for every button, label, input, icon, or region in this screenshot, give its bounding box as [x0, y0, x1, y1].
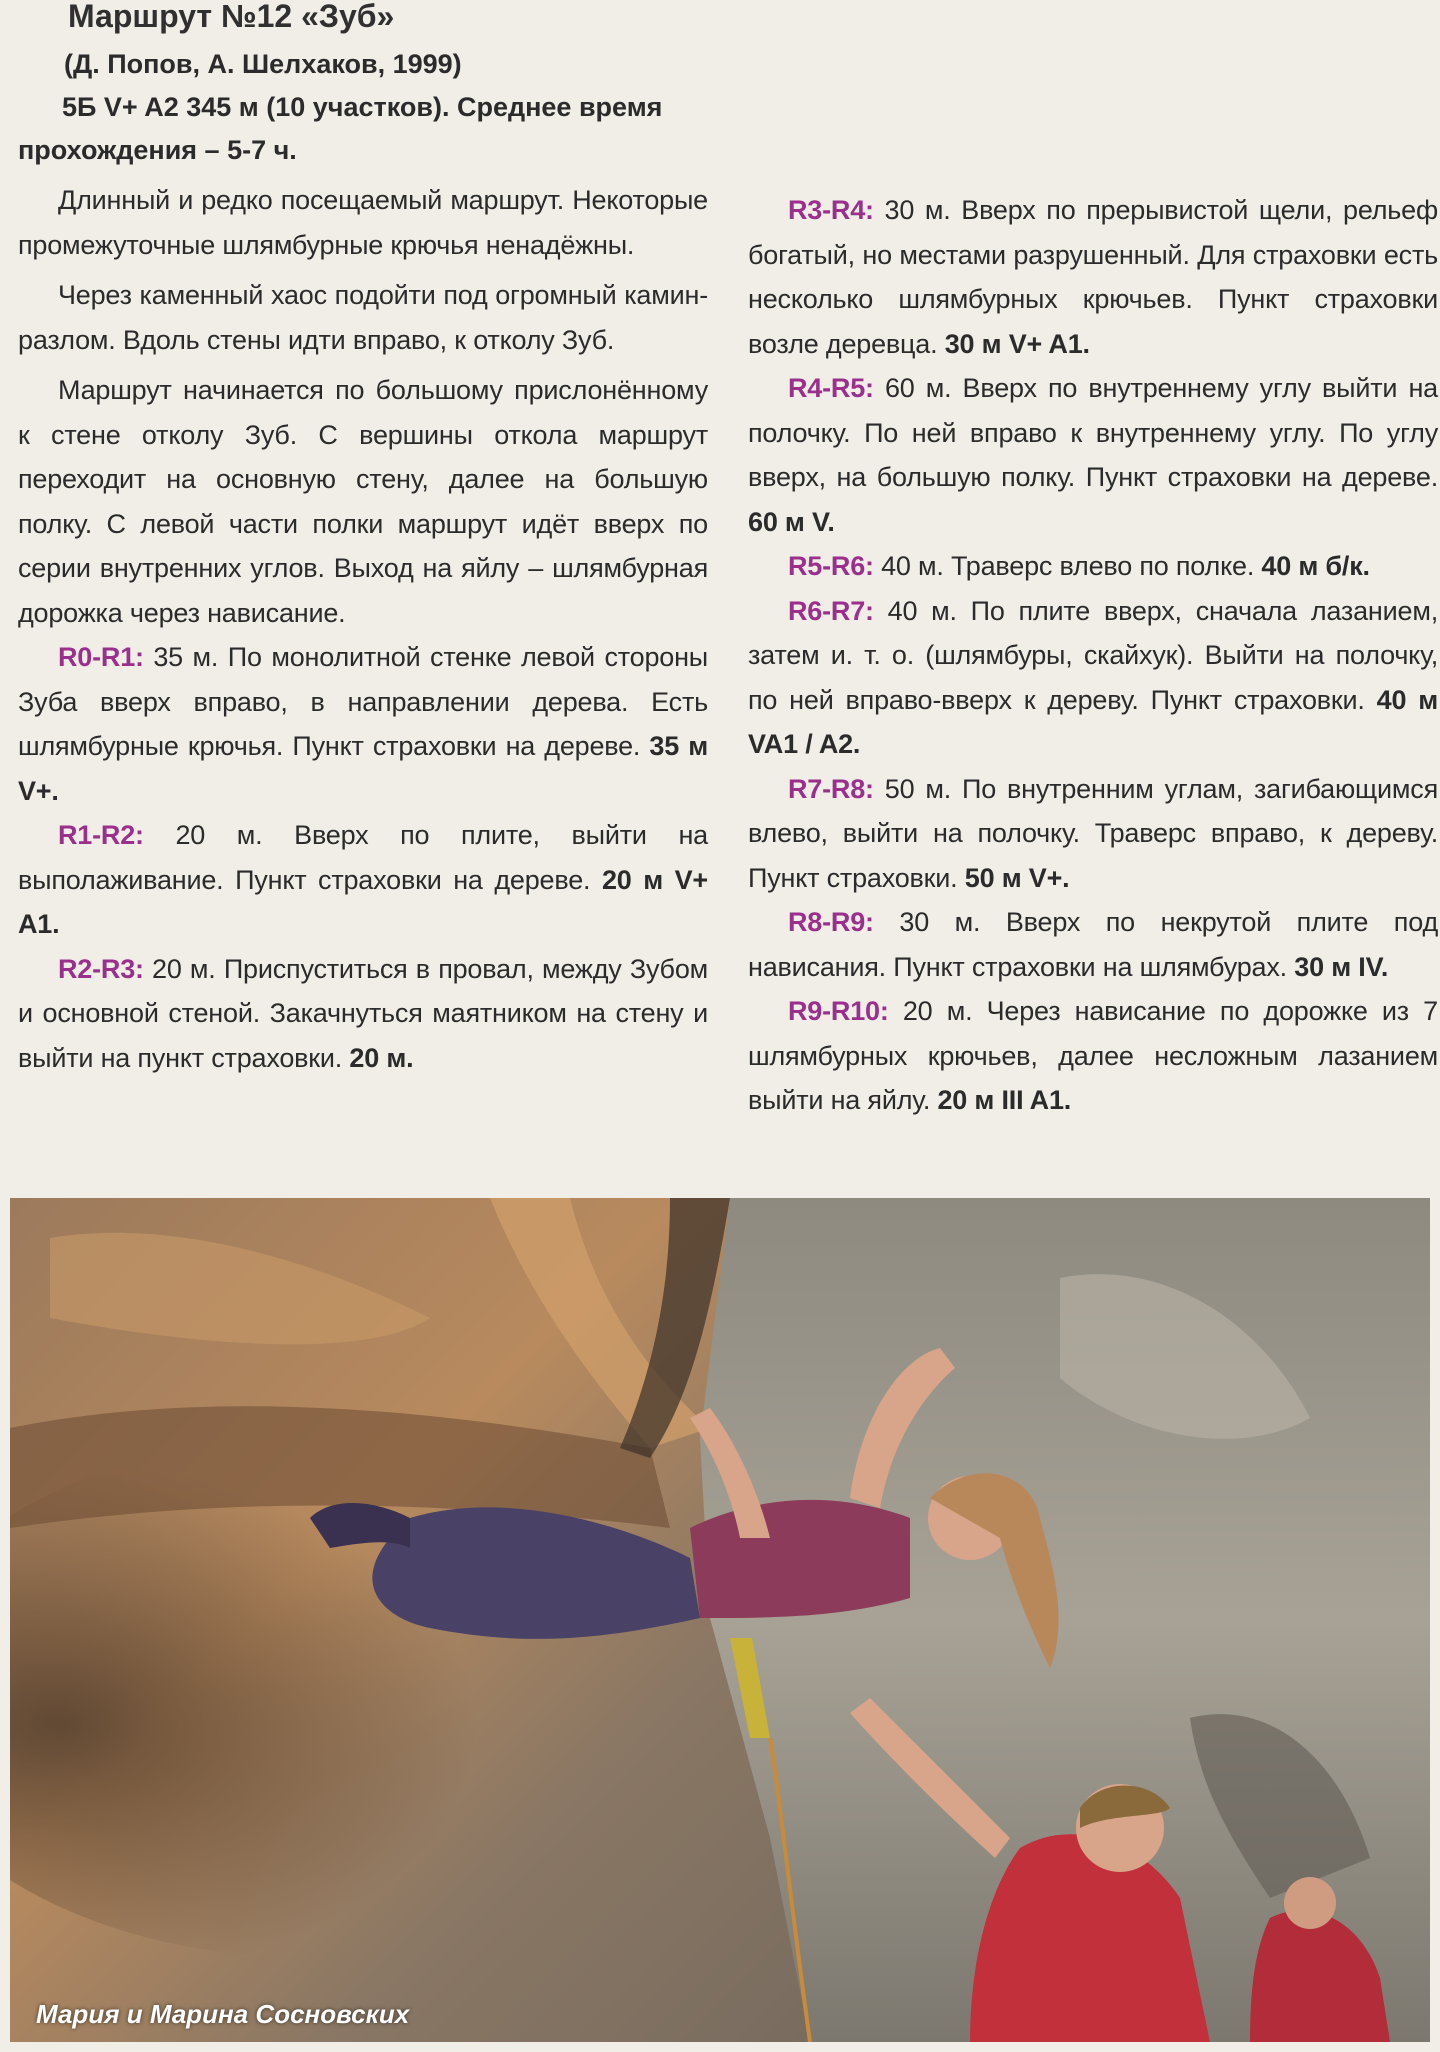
section-label: R9-R10:	[788, 996, 889, 1026]
section-r3-r4	[748, 188, 1438, 366]
route-authors: (Д. Попов, А. Шелхаков, 1999)	[64, 49, 462, 79]
section-grade: 40 м VA1 / A2.	[748, 684, 1438, 759]
section-r1-r2	[18, 813, 708, 947]
section-grade: 30 м V+ A1.	[944, 328, 1090, 359]
section-r7-r8	[748, 767, 1438, 901]
section-grade: 60 м V.	[748, 506, 835, 537]
section-r0-r1	[18, 635, 708, 813]
section-label: R3-R4:	[788, 195, 874, 225]
route-title: Маршрут №12 «Зуб»	[68, 0, 395, 34]
section-label: R0-R1:	[58, 642, 144, 672]
section-r2-r3	[18, 947, 708, 1081]
section-grade: 35 м V+.	[18, 731, 708, 806]
climbing-photo	[10, 1198, 1430, 2042]
section-r6-r7	[748, 589, 1438, 767]
section-grade: 30 м IV.	[1294, 951, 1389, 982]
section-grade: 20 м III A1.	[937, 1085, 1072, 1115]
section-r5-r6	[748, 544, 1438, 589]
section-grade: 20 м V+ A1.	[18, 864, 708, 939]
section-r4-r5	[748, 366, 1438, 544]
section-grade: 40 м б/к.	[1261, 551, 1370, 581]
section-r8-r9	[748, 900, 1438, 989]
section-text: 60 м. Вверх по внутреннему углу выйти на полочку. По ней вправо к внутреннему углу. По углу вверх, на большую полку. Пункт страховки на дереве.	[748, 373, 1438, 492]
section-text: 40 м. По плите вверх, сначала лазанием, затем и. т. о. (шлямбуры, скайхук). Выйти на полочку, по ней вправо-вверх к дереву. Пункт страховки.	[748, 595, 1438, 715]
section-text: 35 м. По монолитной стенке левой стороны Зуба вверх вправо, в направлении дерева. Есть шлямбурные крючья. Пункт страховки на дереве.	[18, 642, 708, 761]
section-label: R1-R2:	[58, 820, 144, 850]
rock-climbers-illustration	[10, 1198, 1430, 2042]
photo-caption: Мария и Марина Сосновских	[36, 1999, 410, 2029]
section-text: 40 м. Траверс влево по полке.	[873, 551, 1262, 581]
section-text: 20 м. Вверх по плите, выйти на выполаживание. Пункт страховки на дереве.	[18, 820, 708, 895]
section-text: 20 м. Через нависание по дорожке из 7 шлямбурных крючьев, далее несложным лазанием выйти на яйлу.	[748, 996, 1438, 1115]
section-label: R2-R3:	[58, 953, 144, 984]
section-grade: 20 м.	[349, 1042, 414, 1073]
section-label: R7-R8:	[788, 773, 874, 804]
section-grade: 50 м V+.	[964, 862, 1070, 893]
section-text: 30 м. Вверх по некрутой плите под нависания. Пункт страховки на шлямбурах.	[748, 907, 1438, 982]
section-text: 50 м. По внутренним углам, загибающимся влево, выйти на полочку. Траверс вправо, к дереву. Пункт страховки.	[748, 773, 1438, 893]
left-column	[18, 0, 708, 1080]
section-r9-r10	[748, 989, 1438, 1123]
intro-paragraph: Длинный и редко посещаемый маршрут. Некоторые промежуточные шлямбурные крючья ненадёжны.	[18, 185, 708, 260]
section-label: R6-R7:	[788, 595, 874, 626]
route-grade: 5Б V+ A2 345 м (10 участков). Среднее время прохождения – 5-7 ч.	[18, 92, 663, 165]
intro-paragraph: Маршрут начинается по большому прислонённому к стене отколу Зуб. С вершины откола маршрут переходит на основную стену, далее на большую полку. С левой части полки маршрут идёт вверх по серии внутренних углов. Выход на яйлу – шлямбурная дорожка через нависание.	[18, 375, 708, 628]
section-label: R4-R5:	[788, 373, 874, 403]
section-label: R8-R9:	[788, 907, 874, 937]
section-label: R5-R6:	[788, 551, 874, 581]
section-text: 20 м. Приспуститься в провал, между Зубом и основной стеной. Закачнуться маятником на стену и выйти на пункт страховки.	[18, 953, 708, 1073]
right-column	[748, 188, 1438, 1123]
section-text: 30 м. Вверх по прерывистой щели, рельеф богатый, но местами разрушенный. Для страховки есть несколько шлямбурных крючьев. Пункт страховки возле деревца.	[748, 195, 1438, 359]
intro-paragraph: Через каменный хаос подойти под огромный камин-разлом. Вдоль стены идти вправо, к отколу Зуб.	[18, 280, 708, 355]
